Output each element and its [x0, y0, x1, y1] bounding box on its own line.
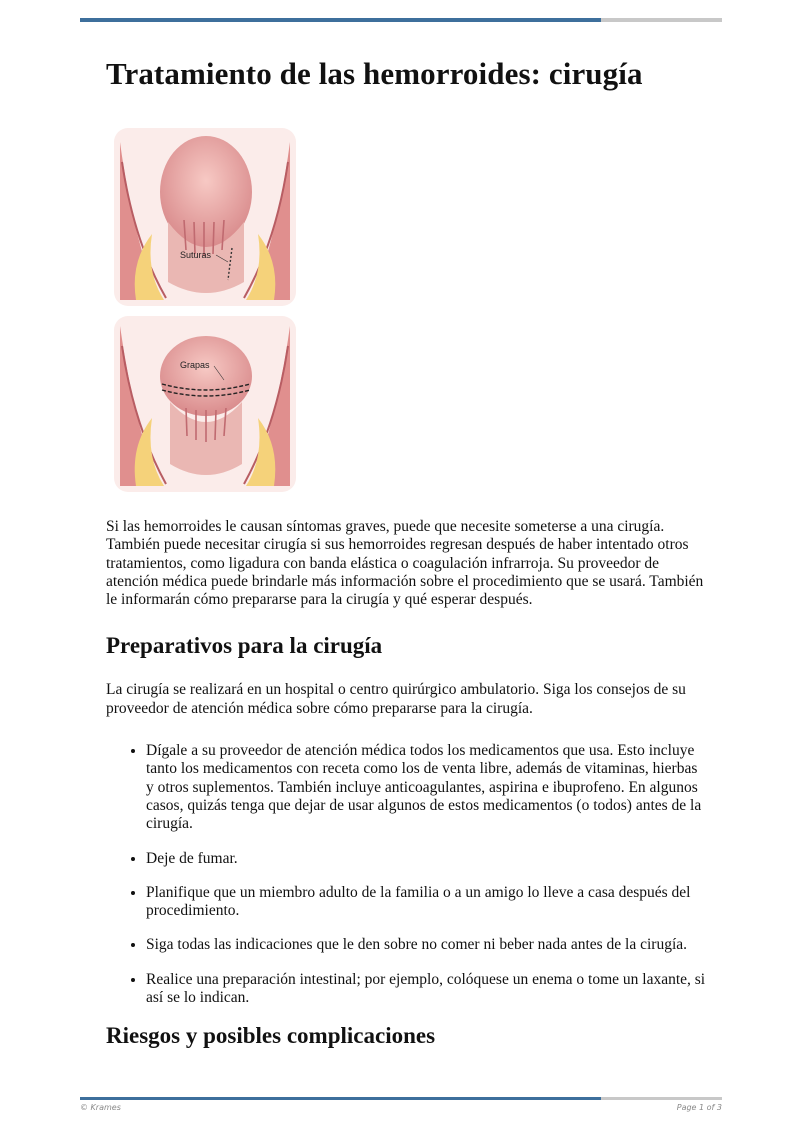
footer-page-number: Page 1 of 3 — [676, 1103, 722, 1112]
sutures-panel — [114, 128, 296, 306]
article-body — [106, 518, 706, 1071]
section-heading-preparation: Preparativos para la cirugía — [106, 633, 383, 659]
list-item: • Dígale a su proveedor de atención médica todos los medicamentos que usa. Esto incluye tanto los medicamentos con receta como los de venta libre, además de vitaminas, hierbas y otros suplementos. También incluye anticoagulantes, aspirina e ibuprofeno. En algunos casos, quizás tenga que dejar de usar algunos de estos medicamentos (o todos) antes de la cirugía. — [146, 742, 706, 833]
intro-paragraph: Si las hemorroides le causan síntomas graves, puede que necesite someterse a una cirugía. También puede necesitar cirugía si sus hemorroides regresan después de haber intentado otros tratamientos, como ligadura con banda elástica o coagulación infrarroja. Su proveedor de atención médica puede brindarle más información sobre el procedimiento que se usará. También le informarán cómo prepararse para la cirugía y qué esperar después. — [106, 518, 704, 609]
list-item: • Planifique que un miembro adulto de la familia o a un amigo lo lleve a casa después del procedimiento. — [146, 884, 706, 921]
section-heading-risks: Riesgos y posibles complicaciones — [106, 1023, 436, 1049]
header-progress-bar — [80, 18, 722, 22]
sutures-label: Suturas — [180, 250, 212, 260]
footer-progress-bar — [80, 1097, 722, 1100]
preparation-lead-paragraph: La cirugía se realizará en un hospital o centro quirúrgico ambulatorio. Siga los consejos de su proveedor de atención médica sobre cómo prepararse para la cirugía. — [106, 681, 686, 717]
list-item: • Deje de fumar. — [146, 850, 706, 868]
page-title: Tratamiento de las hemorroides: cirugía — [106, 56, 643, 91]
staples-panel — [114, 316, 296, 492]
staples-label: Grapas — [180, 360, 210, 370]
footer-copyright: © Krames — [80, 1103, 121, 1112]
list-item: • Realice una preparación intestinal; por ejemplo, colóquese un enema o tome un laxante, si así se lo indican. — [146, 971, 706, 1008]
anatomy-illustration — [112, 122, 302, 494]
list-item: • Siga todas las indicaciones que le den sobre no comer ni beber nada antes de la cirugía. — [146, 936, 706, 954]
preparation-list — [106, 742, 706, 1007]
